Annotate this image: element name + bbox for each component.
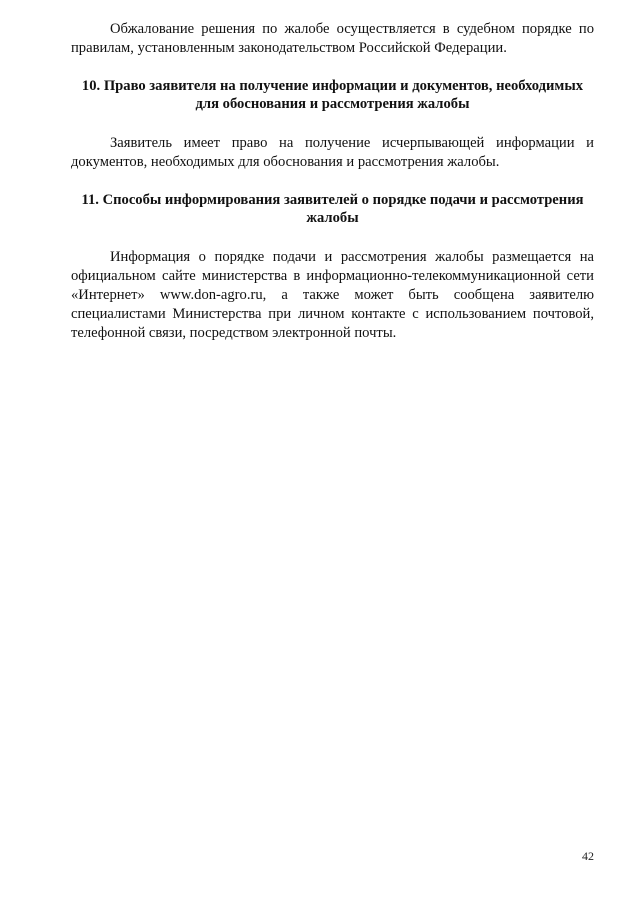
document-body [71, 20, 594, 343]
section-11-paragraph: Информация о порядке подачи и рассмотрения жалобы размещается на официальном сайте министерства в информационно-телекоммуникационной сети «Интернет» www.don-agro.ru, а также может быть сообщена заявителю специалистами Министерства при личном контакте с использованием почтовой, телефонной связи, посредством электронной почты. [71, 249, 594, 341]
page-number: 42 [582, 849, 594, 863]
section-10-paragraph: Заявитель имеет право на получение исчерпывающей информации и документов, необходимых для обоснования и рассмотрения жалобы. [71, 135, 594, 170]
section-10-heading: 10. Право заявителя на получение информации и документов, необходимых для обоснования и рассмотрения жалобы [81, 78, 584, 112]
intro-paragraph: Обжалование решения по жалобе осуществляется в судебном порядке по правилам, установленным законодательством Российской Федерации. [71, 21, 594, 56]
section-11-heading: 11. Способы информирования заявителей о порядке подачи и рассмотрения жалобы [81, 192, 584, 226]
